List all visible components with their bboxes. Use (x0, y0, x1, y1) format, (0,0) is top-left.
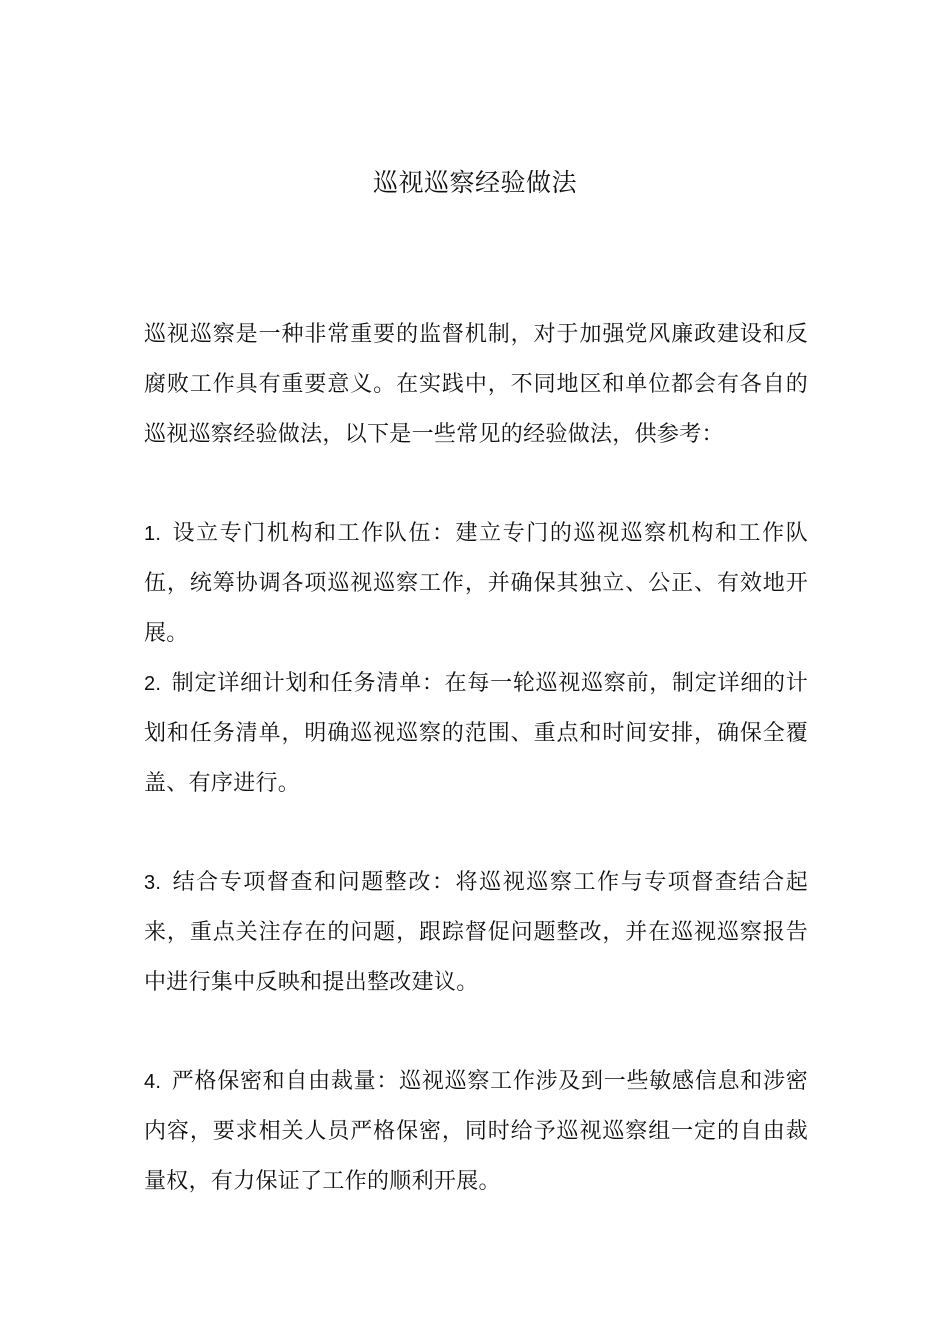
list-item-text: 制定详细计划和任务清单：在每一轮巡视巡察前，制定详细的计划和任务清单，明确巡视巡察的范围、重点和时间安排，确保全覆盖、有序进行。 (144, 671, 808, 796)
list-item-number: 1. (144, 523, 162, 545)
list-item-text: 结合专项督查和问题整改：将巡视巡察工作与专项督查结合起来，重点关注存在的问题，跟踪督促问题整改，并在巡视巡察报告中进行集中反映和提出整改建议。 (144, 870, 808, 995)
intro-paragraph: 巡视巡察是一种非常重要的监督机制，对于加强党风廉政建设和反腐败工作具有重要意义。在实践中，不同地区和单位都会有各自的巡视巡察经验做法，以下是一些常见的经验做法，供参考： (144, 322, 808, 447)
list-item-number: 2. (144, 673, 162, 695)
list-item-number: 3. (144, 872, 162, 894)
list-item-text: 设立专门机构和工作队伍：建立专门的巡视巡察机构和工作队伍，统筹协调各项巡视巡察工作，并确保其独立、公正、有效地开展。 (144, 521, 808, 646)
document-title: 巡视巡察经验做法 (372, 168, 577, 197)
list-item-text: 严格保密和自由裁量：巡视巡察工作涉及到一些敏感信息和涉密内容，要求相关人员严格保密，同时给予巡视巡察组一定的自由裁量权，有力保证了工作的顺利开展。 (144, 1069, 808, 1194)
list-item (144, 858, 808, 1008)
list-item (144, 1057, 808, 1207)
list-item-number: 4. (144, 1071, 162, 1093)
list-item (144, 659, 808, 809)
list-item (144, 509, 808, 659)
